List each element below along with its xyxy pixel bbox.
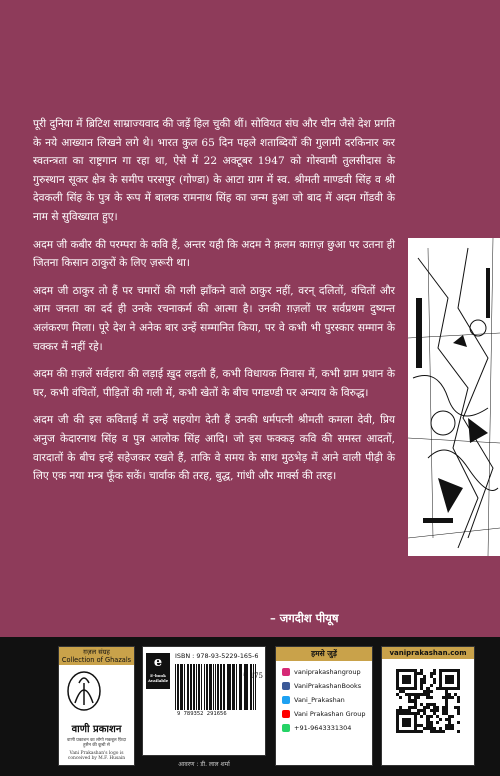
barcode-bar (196, 664, 197, 710)
publisher-logo-icon (59, 669, 109, 713)
social-label: +91-9643331304 (294, 724, 352, 732)
website-link[interactable]: vaniprakashan.com (382, 647, 474, 659)
blurb-text (33, 115, 395, 495)
ebook-badge (146, 653, 170, 689)
publisher-tagline-en: Vani Prakashan's logo is conceived by M.F. Husain (67, 751, 126, 761)
facebook-icon (282, 682, 290, 690)
ebook-letter: e (153, 655, 163, 670)
social-label: VaniPrakashanBooks (294, 682, 362, 690)
barcode-bar (178, 664, 179, 710)
barcode-bar (182, 664, 183, 710)
social-label: Vani_Prakashan (294, 696, 345, 704)
paragraph-3: अदम जी ठाकुर तो हैं पर चमारों की गली झाँकने वाले ठाकुर नहीं, वरन् दलितों, वंचितों और आम जनता का दर्द ही उनके रचनाकर्म की आत्मा है। उनकी ग़ज़लों पर सर्वप्रथम दुष्यन्त अलंकरण मिला। पूरे देश ने अनेक बार उन्हें सम्मानित किया, पर वे कभी भी पुरस्कार सम्मान के चक्कर में नहीं रहे। (33, 284, 395, 353)
barcode-bar (194, 664, 195, 710)
social-header: हमसे जुड़ें (276, 647, 372, 661)
twitter-icon (282, 696, 290, 704)
price-label: ₹ 175 (242, 672, 263, 680)
barcode-number: 9 789352 291656 (177, 711, 227, 717)
publisher-box (58, 646, 135, 766)
barcode-bar (223, 664, 224, 710)
paragraph-1: पूरी दुनिया में ब्रिटिश साम्राज्यवाद की जड़ें हिल चुकी थीं। सोवियत संघ और चीन जैसे देश प्रगति के नये आख्यान लिखने लगे थे। भारत कुल 65 दिन पहले शताब्दियों की गुलामी दरकिनार कर स्वतन्त्रता का राष्ट्रगान गा रहा था, ऐसे में 22 अक्टूबर 1947 को गोस्वामी तुलसीदास के गुरुस्थान सूकर क्षेत्र के समीप परसपुर (गोण्डा) के आटा ग्राम में स्व. श्रीमती माण्डवी सिंह व श्री देवकली सिंह के पुत्र के रूप में बालक रामनाथ सिंह का जन्म हुआ जो बाद में अदम गोंडवी के नाम से सुविख्यात हुए। (33, 118, 395, 223)
barcode-bar (199, 664, 200, 710)
social-label: vaniprakashangroup (294, 668, 361, 676)
barcode-bar (255, 664, 256, 710)
publisher-name: वाणी प्रकाशन (71, 724, 122, 735)
paragraph-2: अदम जी कबीर की परम्परा के कवि हैं, अन्तर यही कि अदम ने क़लम काग़ज़ छुआ पर उतना ही जितना किसान ठाकुरों के लिए ज़रूरी था। (33, 238, 395, 270)
social-item-facebook[interactable] (282, 679, 366, 693)
whatsapp-icon (282, 724, 290, 732)
author-signature: – जगदीश पीयूष (270, 611, 339, 625)
barcode-bar (184, 664, 185, 710)
isbn-label: ISBN : 978-93-5229-165-6 (175, 652, 259, 660)
barcode-bar (251, 664, 252, 710)
barcode-bar (240, 664, 241, 710)
barcode-bar (229, 664, 230, 710)
series-label-hi: ग़ज़ल संग्रह (83, 648, 110, 656)
barcode-bar (218, 664, 219, 710)
barcode-bar (206, 664, 207, 710)
social-item-youtube[interactable] (282, 707, 366, 721)
barcode (175, 664, 257, 710)
barcode-bar (190, 664, 192, 710)
qr-module (457, 730, 460, 733)
instagram-icon (282, 668, 290, 676)
barcode-bar (224, 664, 225, 710)
barcode-bar (217, 664, 218, 710)
barcode-bar (245, 664, 246, 710)
barcode-bar (228, 664, 229, 710)
cover-credit: आवरण : डी. लाल शर्मा (178, 761, 230, 768)
social-item-instagram[interactable] (282, 665, 366, 679)
paragraph-5: अदम जी की इस कविताई में उन्हें सहयोग देती हैं उनकी धर्मपत्नी श्रीमती कमला देवी, प्रिय अनुज केदारनाथ सिंह व पुत्र आलोक सिंह आदि। जो इस फक्कड़ कवि की समस्त आदतों, वारदातों के बीच इन्हें सहेजकर रखते हैं, ताकि वे समय के साथ मुठभेड़ में आने वाली पीढ़ी के लिए एक नया मन्त्र फूँक सकें। चार्वाक की तरह, बुद्ध, गांधी और मार्क्स की तरह। (33, 414, 395, 483)
sketch-artwork (408, 238, 500, 556)
barcode-bar (233, 664, 235, 710)
social-item-whatsapp[interactable] (282, 721, 366, 735)
qr-code-icon[interactable] (396, 669, 460, 733)
barcode-bar (253, 664, 254, 710)
barcode-bar (207, 664, 208, 710)
social-label: Vani Prakashan Group (294, 710, 366, 718)
paragraph-4: अदम की ग़ज़लें सर्वहारा की लड़ाई ख़ुद लड़ती हैं, कभी विधायक निवास में, कभी ग्राम प्रधान के घर, कभी वंचितों, पीड़ितों की गली में, कभी खेतों के बीच पगडण्डी पर अन्याय के विरुद्ध। (33, 368, 395, 399)
isbn-box (142, 646, 266, 756)
barcode-bar (188, 664, 189, 710)
website-box (381, 646, 475, 766)
series-header (59, 647, 134, 665)
youtube-icon (282, 710, 290, 718)
barcode-bar (201, 664, 202, 710)
barcode-bar (246, 664, 248, 710)
series-label-en: Collection of Ghazals (61, 656, 132, 664)
publisher-tagline: वाणी प्रकाशन का लोगो मकबूल फ़िदा हुसैन की कूची से (66, 738, 126, 748)
barcode-bar (213, 664, 214, 710)
ebook-label: E-book Available (147, 673, 169, 683)
social-item-twitter[interactable] (282, 693, 366, 707)
barcode-bar (211, 664, 212, 710)
barcode-bar (241, 664, 242, 710)
social-box (275, 646, 373, 766)
barcode-bar (236, 664, 237, 710)
barcode-bar (177, 664, 178, 710)
social-list (276, 661, 372, 739)
